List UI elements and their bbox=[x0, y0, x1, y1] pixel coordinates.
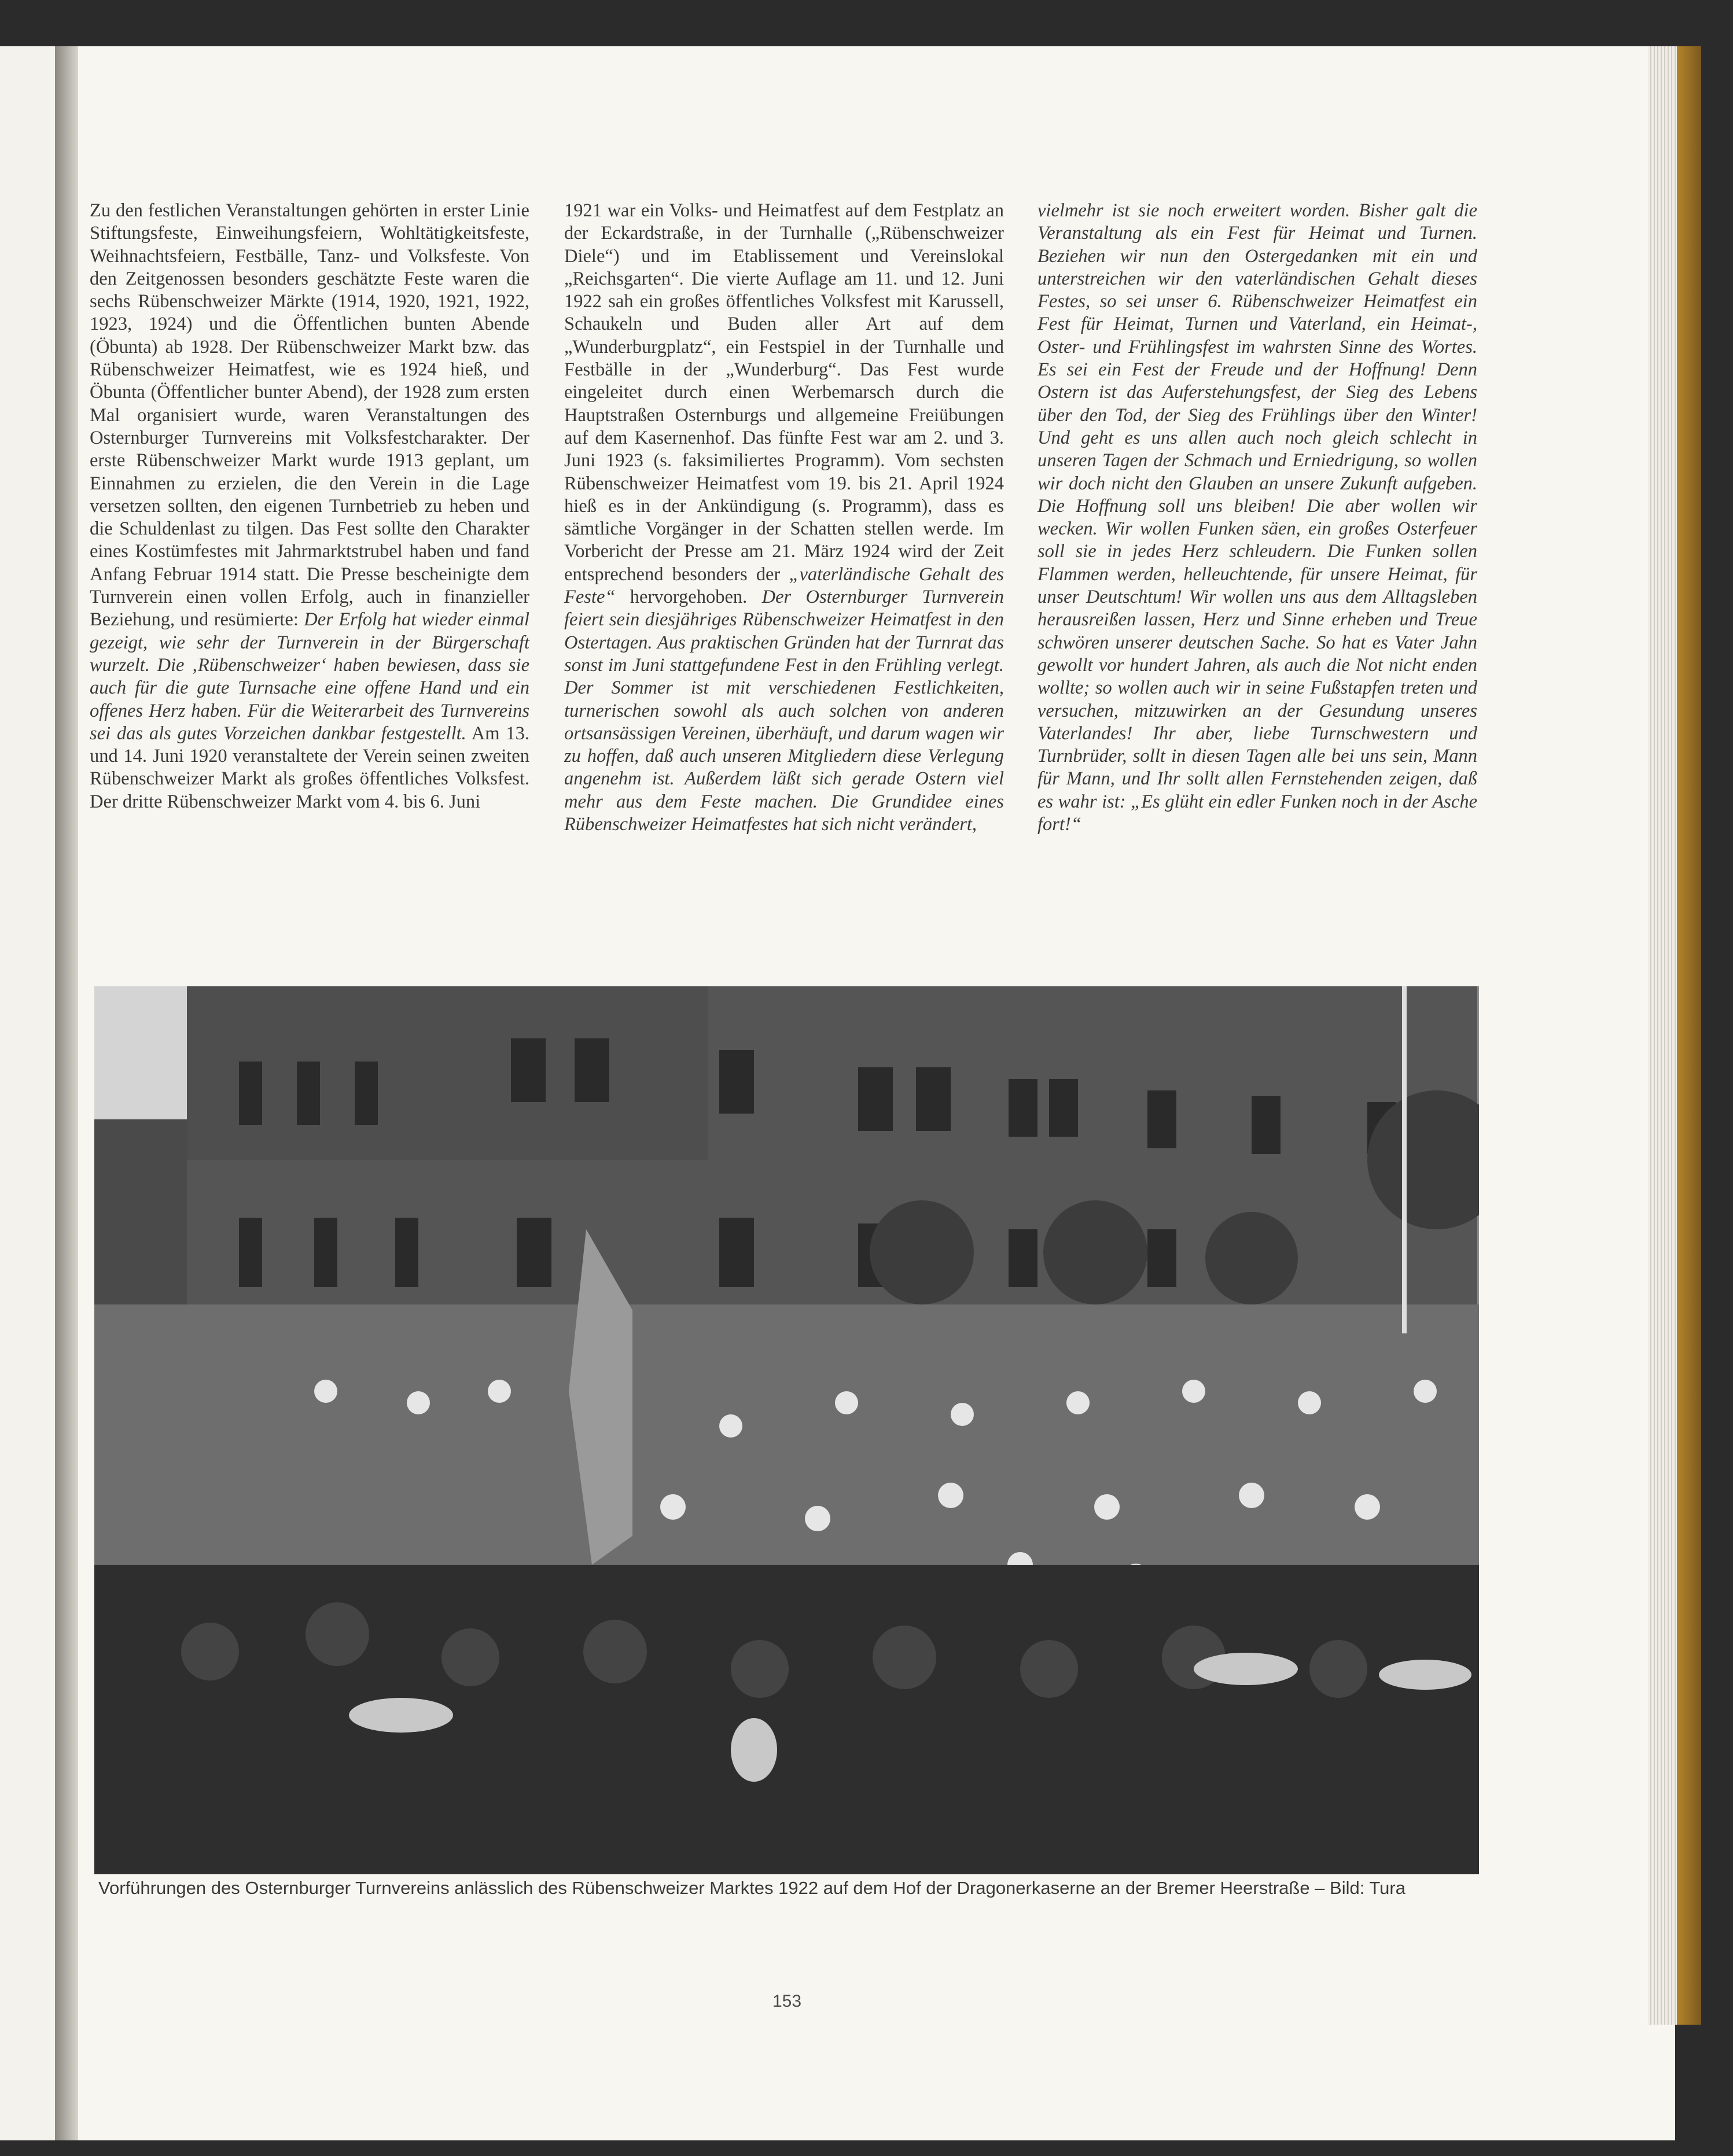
column2-quote-short: „vaterländische Gehalt des Feste“ bbox=[564, 563, 1004, 608]
column1-text: Zu den festlichen Veranstaltungen gehörten in erster Linie Stiftungsfeste, Einweihungsfeiern, Wohltätigkeitsfeste, Weihnachtsfeiern, Festbälle, Tanz- und Volksfeste. Von den Zeitgenossen besonders geschätzte Feste waren die sechs Rübenschweizer Märkte (1914, 1920, 1921, 1922, 1923, 1924) und die Öffentlichen bunten Abende (Öbunta) ab 1928. Der Rübenschweizer Markt bzw. das Rübenschweizer Heimatfest, wie es 1924 hieß, und Öbunta (Öffentlicher bunter Abend), der 1928 zum ersten Mal organisiert wurde, waren Veranstaltungen des Osternburger Turnvereins mit Volksfestcharakter. Der erste Rübenschweizer Markt wurde 1913 geplant, um Einnahmen zu erzielen, die den Verein in die Lage versetzen sollten, den eigenen Turnbetrieb zu heben und die Schuldenlast zu tilgen. Das Fest sollte den Charakter eines Kostümfestes mit Jahrmarktstrubel haben und fand Anfang Februar 1914 statt. Die Presse bescheinigte dem Turnverein einen vollen Erfolg, auch in finanzieller Beziehung, und resümierte: bbox=[90, 200, 529, 631]
historical-photo bbox=[94, 986, 1479, 1874]
column2-text: 1921 war ein Volks- und Heimatfest auf dem Festplatz an der Eckardstraße, in der Turnhalle („Rübenschweizer Diele“) und im Etablissement und Vereinslokal „Reichsgarten“. Die vierte Auflage am 11. und 12. Juni 1922 sah ein großes öffentliches Volksfest mit Karussell, Schaukeln und Buden aller Art auf dem „Wunderburgplatz“, ein Festspiel in der Turnhalle und Festbälle in der „Wunderburg“. Das Fest wurde eingeleitet durch einen Werbemarsch durch die Hauptstraßen Osternburgs und allgemeine Freiübungen auf dem Kasernenhof. Das fünfte Fest war am 2. und 3. Juni 1923 (s. faksimiliertes Programm). Vom sechsten Rübenschweizer Heimatfest vom 19. bis 21. April 1924 hieß es in der Ankündigung (s. Programm), dass es sämtliche Vorgänger in der Schatten stellen werde. Im Vorbericht der Presse am 21. März 1924 wird der Zeit entsprechend besonders der bbox=[564, 200, 1004, 585]
book-cover-edge bbox=[1675, 46, 1701, 2025]
column1-text-end: Am 13. und 14. Juni 1920 veranstaltete der Verein seinen zweiten Rübenschweizer Markt als großes öffentliches Volksfest. Der dritte Rübenschweizer Markt vom 4. bis 6. Juni bbox=[90, 723, 529, 812]
gutter-shadow bbox=[55, 46, 78, 2140]
text-column-2 bbox=[564, 200, 1004, 969]
page-number: 153 bbox=[772, 1992, 802, 2011]
column1-quote: Der Erfolg hat wieder einmal gezeigt, wie sehr der Turnverein in der Bürgerschaft wurzelt. Die ‚Rübenschweizer‘ haben bewiesen, dass sie auch für die gute Turnsache eine offene Hand und ein offenes Herz haben. Für die Weiterarbeit des Turnvereins sei das als gutes Vorzeichen dankbar festgestellt. bbox=[90, 609, 529, 744]
text-column-3 bbox=[1037, 200, 1477, 969]
column2-text-mid: hervorgehoben. bbox=[615, 587, 762, 608]
column2-quote: Der Osternburger Turnverein feiert sein diesjähriges Rübenschweizer Heimatfest in den Ostertagen. Aus praktischen Gründen hat der Turnrat das sonst im Juni stattgefundene Fest in den Frühling verlegt. Der Sommer ist mit verschiedenen Festlichkeiten, turnerischen sowohl als auch solchen von anderen ortsansässigen Vereinen, überhäuft, und darum wagen wir zu hoffen, daß auch unseren Mitgliedern diese Verlegung angenehm ist. Außerdem läßt sich gerade Ostern viel mehr aus dem Feste machen. Die Grundidee eines Rübenschweizer Heimatfestes hat sich nicht verändert, bbox=[564, 587, 1004, 835]
facing-page-edge bbox=[0, 46, 55, 2140]
text-column-1 bbox=[90, 200, 529, 969]
photo-caption: Vorführungen des Osternburger Turnvereins anlässlich des Rübenschweizer Marktes 1922 auf dem Hof der Dragonerkaserne an der Bremer Heerstraße – Bild: Tura bbox=[98, 1878, 1405, 1898]
photo-illustration bbox=[94, 986, 1479, 1874]
page-stack-edge bbox=[1648, 46, 1677, 2025]
column3-quote: vielmehr ist sie noch erweitert worden. Bisher galt die Veranstaltung als ein Fest für Heimat und Turnen. Beziehen wir nun den Ostergedanken mit ein und unterstreichen wir den vaterländischen Gehalt dieses Festes, so sei unser 6. Rübenschweizer Heimatfest ein Fest für Heimat, Turnen und Vaterland, ein Heimat-, Oster- und Frühlingsfest im wahrsten Sinne des Wortes. Es sei ein Fest der Freude und der Hoffnung! Denn Ostern ist das Auferstehungsfest, der Sieg des Lebens über den Tod, der Sieg des Frühlings über den Winter! Und geht es uns allen auch noch gleich schlecht in unseren Tagen der Schmach und Erniedrigung, so wollen wir doch nicht den Glauben an unsere Zukunft aufgeben. Die Hoffnung soll uns bleiben! Die aber wollen wir wecken. Wir wollen Funken säen, ein großes Osterfeuer soll sie in jedes Herz schleudern. Die Funken sollen Flammen werden, helleuchtende, für unsere Heimat, für unser Deutschtum! Wir wollen uns aus dem Alltagsleben herausreißen lassen, Herz und Sinne erheben und Treue schwören unserer deutschen Sache. So hat es Vater Jahn gewollt vor hundert Jahren, als auch die Not nicht enden wollte; so wollen auch wir in seine Fußstapfen treten und versuchen, mitzuwirken an der Gesundung unseres Vaterlandes! Ihr aber, liebe Turnschwestern und Turnbrüder, sollt in diesen Tagen alle bei uns sein, Mann für Mann, und Ihr sollt allen Fernstehenden zeigen, daß es wahr ist: „Es glüht ein edler Funken noch in der Asche fort!“ bbox=[1037, 200, 1477, 835]
